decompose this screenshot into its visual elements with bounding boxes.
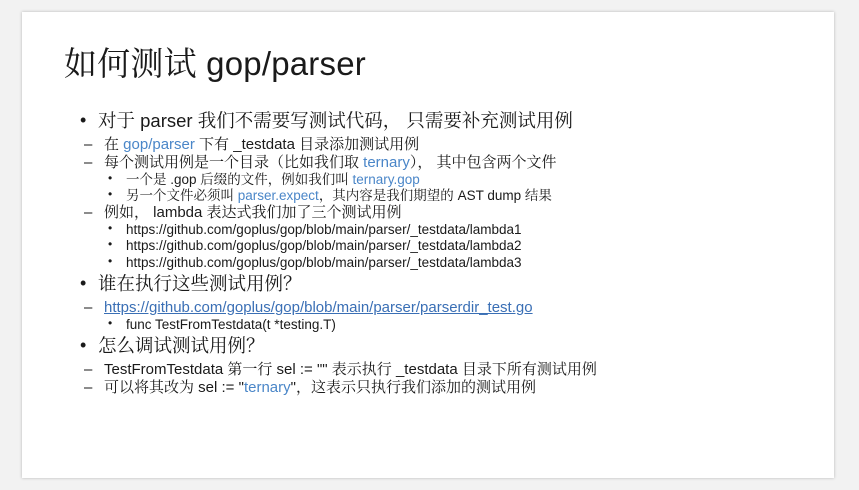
bullet-level2: – 可以将其改为 sel := "ternary"，这表示只执行我们添加的测试用例	[78, 380, 814, 395]
bullet-text: 谁在执行这些测试用例？	[98, 273, 302, 294]
code-token: parser.expect	[237, 188, 319, 203]
bullet-text: 对于 parser 我们不需要写测试代码， 只需要补充测试用例	[98, 110, 573, 131]
bullet-level1	[78, 337, 814, 356]
slide-body	[78, 112, 814, 398]
parserdir-test-link[interactable]: https://github.com/goplus/gop/blob/main/parser/parserdir_test.go	[104, 298, 533, 316]
bullet-level1	[78, 275, 814, 294]
bullet-list	[78, 112, 814, 395]
bullet-level2	[78, 300, 814, 315]
bullet-level3: • 另一个文件必须叫 parser.expect，其内容是我们期望的 AST dump 结果	[78, 189, 814, 203]
page-title: 如何测试 gop/parser	[64, 45, 366, 82]
code-token: gop/parser	[123, 135, 195, 153]
bullet-level2: – 在 gop/parser 下有 _testdata 目录添加测试用例	[78, 137, 814, 152]
slide-canvas	[22, 12, 834, 478]
bullet-level3: • https://github.com/goplus/gop/blob/main/parser/_testdata/lambda2	[78, 239, 814, 253]
bullet-level3: • 一个是 .gop 后缀的文件，例如我们叫 ternary.gop	[78, 173, 814, 187]
bullet-subgroup	[78, 137, 814, 270]
code-token: ternary.gop	[352, 171, 420, 187]
bullet-subgroup	[78, 362, 814, 395]
bullet-level3: • func TestFromTestdata(t *testing.T)	[78, 318, 814, 332]
bullet-level1	[78, 112, 814, 131]
bullet-level3: • https://github.com/goplus/gop/blob/main/parser/_testdata/lambda1	[78, 223, 814, 237]
code-token: ternary	[243, 378, 291, 396]
bullet-level2: – TestFromTestdata 第一行 sel := "" 表示执行 _testdata 目录下所有测试用例	[78, 362, 814, 377]
bullet-level2: – 每个测试用例是一个目录（比如我们取 ternary）， 其中包含两个文件	[78, 155, 814, 170]
bullet-level2: – 例如， lambda 表达式我们加了三个测试用例	[78, 205, 814, 220]
bullet-level3: • https://github.com/goplus/gop/blob/main/parser/_testdata/lambda3	[78, 256, 814, 270]
bullet-text: 怎么调试测试用例？	[98, 335, 265, 356]
code-token: ternary	[363, 153, 410, 171]
bullet-subgroup	[78, 300, 814, 332]
